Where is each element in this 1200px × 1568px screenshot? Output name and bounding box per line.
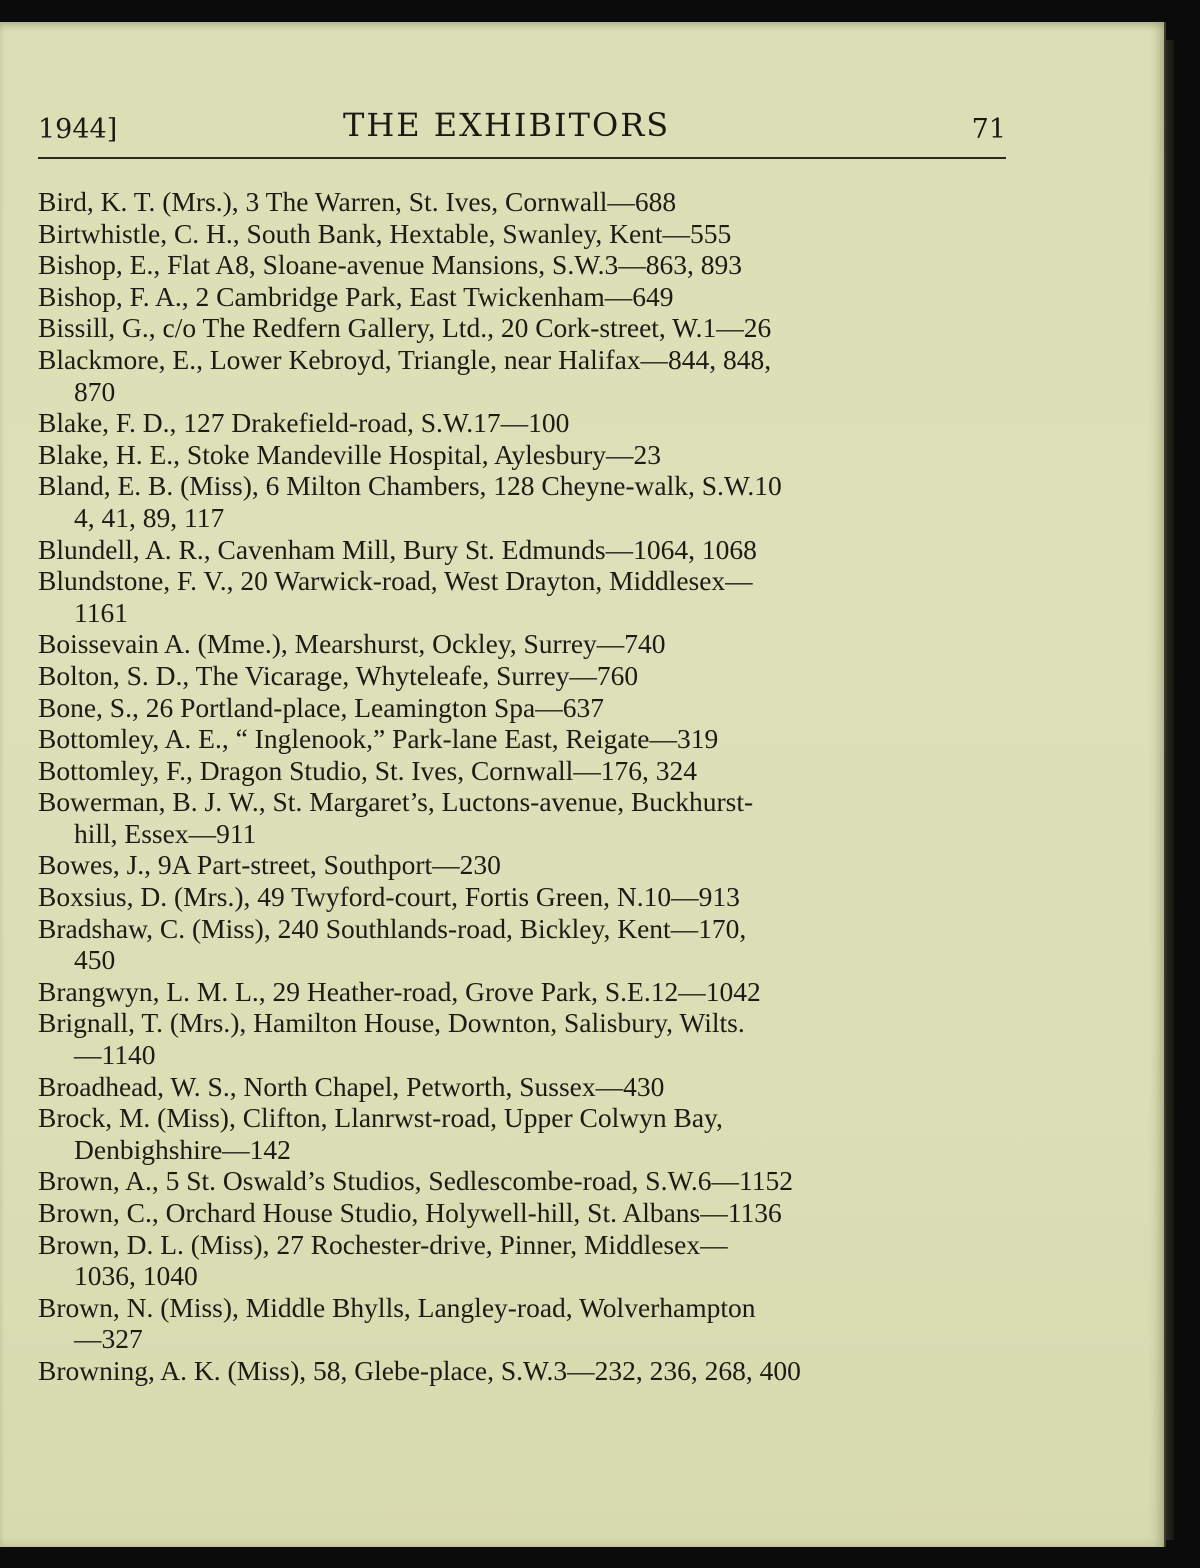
page-edge-shadow <box>1166 40 1174 1540</box>
exhibitor-entry <box>38 312 1028 344</box>
exhibitor-entry <box>38 281 1028 313</box>
running-head <box>38 104 1006 148</box>
exhibitor-entry <box>38 849 1028 881</box>
entry-line: Blake, H. E., Stoke Mandeville Hospital, Aylesbury—23 <box>38 438 662 470</box>
entry-continuation-line: 1161 <box>74 596 128 628</box>
exhibitor-list <box>38 186 1028 1387</box>
exhibitor-entry <box>38 1102 1028 1165</box>
exhibitor-entry <box>38 407 1028 439</box>
entry-continuation-line: hill, Essex—911 <box>74 817 257 849</box>
entry-line: Browning, A. K. (Miss), 58, Glebe-place, S.W.3—232, 236, 268, 400 <box>38 1354 801 1386</box>
entry-line: Brock, M. (Miss), Clifton, Llanrwst-road, Upper Colwyn Bay, <box>38 1102 723 1134</box>
entry-line: Boissevain A. (Mme.), Mearshurst, Ockley, Surrey—740 <box>38 628 666 660</box>
exhibitor-entry <box>38 344 1028 407</box>
exhibitor-entry <box>38 976 1028 1008</box>
entry-line: Bishop, F. A., 2 Cambridge Park, East Twickenham—649 <box>38 280 674 312</box>
exhibitor-entry <box>38 439 1028 471</box>
exhibitor-entry <box>38 1229 1028 1292</box>
exhibitor-entry <box>38 723 1028 755</box>
running-head-year: 1944] <box>38 114 118 145</box>
entry-continuation-line: 450 <box>74 944 116 976</box>
entry-line: Bottomley, F., Dragon Studio, St. Ives, Cornwall—176, 324 <box>38 754 698 786</box>
exhibitor-entry <box>38 218 1028 250</box>
entry-line: Blundstone, F. V., 20 Warwick-road, West Drayton, Middlesex— <box>38 565 753 597</box>
exhibitor-entry <box>38 881 1028 913</box>
exhibitor-entry <box>38 692 1028 724</box>
entry-line: Bottomley, A. E., “ Inglenook,” Park-lane East, Reigate—319 <box>38 723 719 755</box>
entry-line: Brown, A., 5 St. Oswald’s Studios, Sedlescombe-road, S.W.6—1152 <box>38 1165 793 1197</box>
entry-continuation-line: 4, 41, 89, 117 <box>74 501 225 533</box>
entry-line: Brown, D. L. (Miss), 27 Rochester-drive, Pinner, Middlesex— <box>38 1228 728 1260</box>
exhibitor-entry <box>38 660 1028 692</box>
entry-line: Bowes, J., 9A Part-street, Southport—230 <box>38 849 501 881</box>
entry-line: Bradshaw, C. (Miss), 240 Southlands-road, Bickley, Kent—170, <box>38 912 747 944</box>
exhibitor-entry <box>38 1355 1028 1387</box>
exhibitor-entry <box>38 913 1028 976</box>
entry-line: Brignall, T. (Mrs.), Hamilton House, Downton, Salisbury, Wilts. <box>38 1007 745 1039</box>
exhibitor-entry <box>38 786 1028 849</box>
entry-continuation-line: Denbighshire—142 <box>74 1133 291 1165</box>
entry-line: Broadhead, W. S., North Chapel, Petworth, Sussex—430 <box>38 1070 665 1102</box>
exhibitor-entry <box>38 755 1028 787</box>
exhibitor-entry <box>38 1007 1028 1070</box>
entry-line: Bissill, G., c/o The Redfern Gallery, Ltd., 20 Cork-street, W.1—26 <box>38 312 772 344</box>
exhibitor-entry <box>38 1292 1028 1355</box>
entry-continuation-line: —327 <box>74 1323 143 1355</box>
entry-line: Bird, K. T. (Mrs.), 3 The Warren, St. Ives, Cornwall—688 <box>38 186 677 217</box>
exhibitor-entry <box>38 249 1028 281</box>
entry-line: Blake, F. D., 127 Drakefield-road, S.W.17—100 <box>38 407 570 439</box>
page-number: 71 <box>971 114 1006 145</box>
running-head-title: THE EXHIBITORS <box>343 106 671 144</box>
exhibitor-entry <box>38 628 1028 660</box>
entry-line: Birtwhistle, C. H., South Bank, Hextable, Swanley, Kent—555 <box>38 217 732 249</box>
exhibitor-entry <box>38 1197 1028 1229</box>
entry-line: Brown, C., Orchard House Studio, Holywell-hill, St. Albans—1136 <box>38 1197 782 1228</box>
entry-line: Blundell, A. R., Cavenham Mill, Bury St. Edmunds—1064, 1068 <box>38 533 757 565</box>
entry-line: Bolton, S. D., The Vicarage, Whyteleafe, Surrey—760 <box>38 659 639 691</box>
entry-continuation-line: —1140 <box>74 1039 156 1071</box>
exhibitor-entry <box>38 565 1028 628</box>
exhibitor-entry <box>38 1165 1028 1197</box>
exhibitor-entry <box>38 186 1028 218</box>
exhibitor-entry <box>38 1071 1028 1103</box>
entry-line: Boxsius, D. (Mrs.), 49 Twyford-court, Fortis Green, N.10—913 <box>38 881 740 913</box>
entry-line: Bishop, E., Flat A8, Sloane-avenue Mansions, S.W.3—863, 893 <box>38 249 743 281</box>
entry-line: Blackmore, E., Lower Kebroyd, Triangle, near Halifax—844, 848, <box>38 343 772 375</box>
entry-line: Bowerman, B. J. W., St. Margaret’s, Luctons-avenue, Buckhurst- <box>38 786 754 818</box>
header-rule <box>38 157 1006 159</box>
exhibitor-entry <box>38 470 1028 533</box>
entry-continuation-line: 870 <box>74 375 116 407</box>
entry-line: Brangwyn, L. M. L., 29 Heather-road, Grove Park, S.E.12—1042 <box>38 975 761 1007</box>
exhibitor-entry <box>38 534 1028 566</box>
entry-continuation-line: 1036, 1040 <box>74 1260 198 1292</box>
entry-line: Bone, S., 26 Portland-place, Leamington Spa—637 <box>38 691 604 723</box>
entry-line: Bland, E. B. (Miss), 6 Milton Chambers, 128 Cheyne-walk, S.W.10 <box>38 470 782 502</box>
entry-line: Brown, N. (Miss), Middle Bhylls, Langley-road, Wolverhampton <box>38 1291 756 1323</box>
